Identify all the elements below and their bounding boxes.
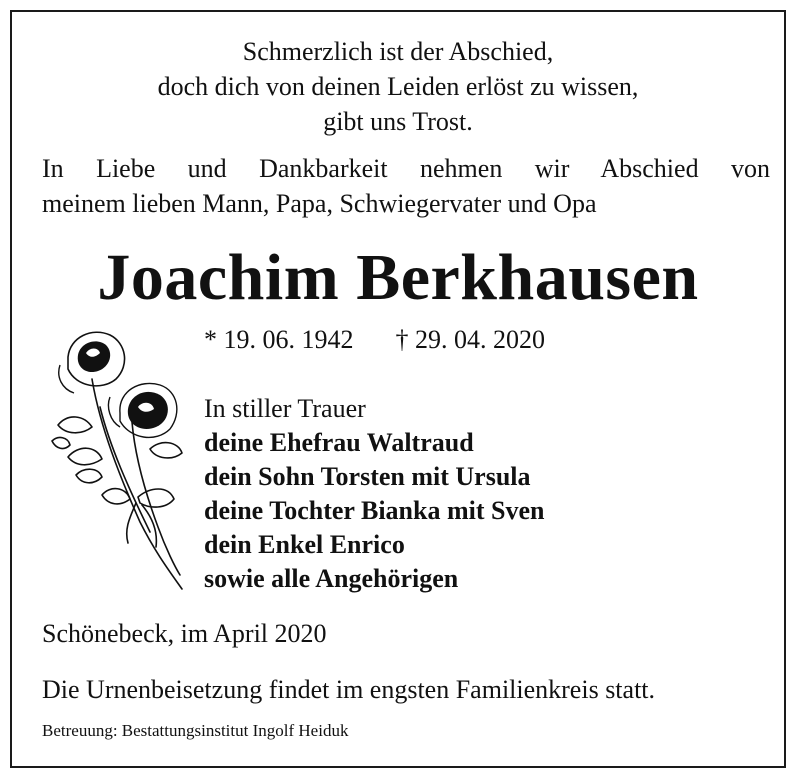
life-dates <box>204 322 545 357</box>
funeral-note: Die Urnenbeisetzung findet im engsten Familienkreis statt. <box>42 675 656 704</box>
funeral-home-credit: Betreuung: Bestattungsinstitut Ingolf Heiduk <box>42 721 349 740</box>
birth-date: * 19. 06. 1942 <box>204 325 354 354</box>
verse-line: doch dich von deinen Leiden erlöst zu wissen, <box>157 72 639 101</box>
mourner-entry: dein Sohn Torsten mit Ursula <box>204 462 531 491</box>
intro-text <box>42 151 770 221</box>
obituary-notice <box>10 10 786 768</box>
verse <box>12 34 784 139</box>
mourner-entry: sowie alle Angehörigen <box>204 564 459 593</box>
deceased-name: Joachim Berkhausen <box>97 241 699 314</box>
mourners-heading: In stiller Trauer <box>204 394 366 423</box>
roses-illustration-icon <box>40 317 200 599</box>
death-date: † 29. 04. 2020 <box>395 325 545 354</box>
verse-line: gibt uns Trost. <box>323 107 473 136</box>
mourner-entry: deine Tochter Bianka mit Sven <box>204 496 545 525</box>
verse-line: Schmerzlich ist der Abschied, <box>242 37 554 66</box>
mourner-entry: deine Ehefrau Waltraud <box>204 428 474 457</box>
intro-line: meinem lieben Mann, Papa, Schwiegervater und Opa <box>42 189 597 218</box>
place-and-date: Schönebeck, im April 2020 <box>42 619 327 648</box>
mourner-entry: dein Enkel Enrico <box>204 530 405 559</box>
intro-line: In Liebe und Dankbarkeit nehmen wir Abschied von <box>42 154 770 183</box>
mourners-block <box>204 392 544 596</box>
